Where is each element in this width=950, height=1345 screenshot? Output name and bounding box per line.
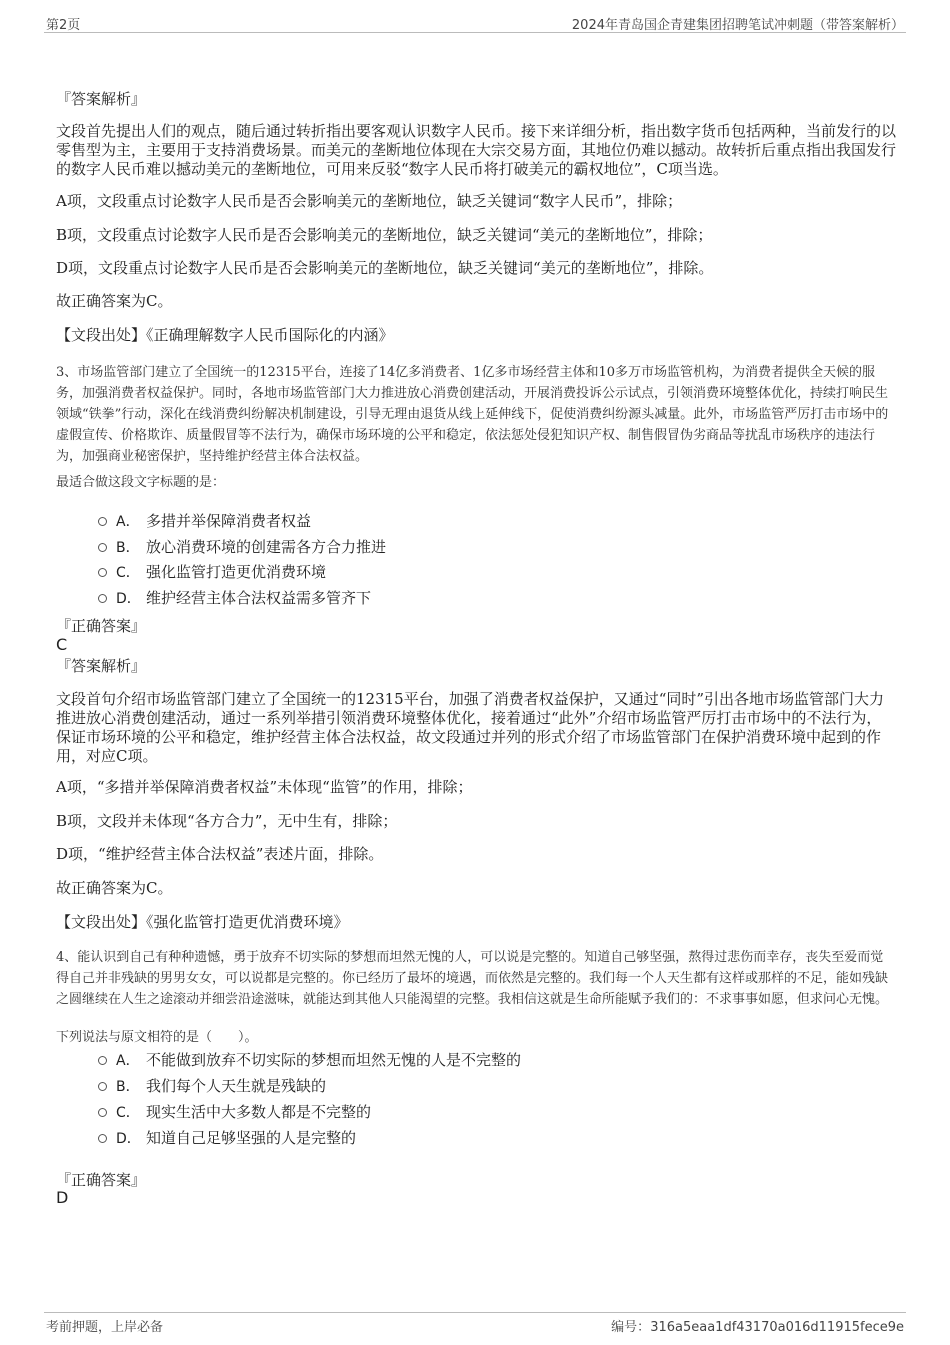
- option-text: 现实生活中大多数人都是不完整的: [146, 1103, 372, 1121]
- q3-analysis-heading: 『答案解析』: [56, 657, 147, 675]
- q4-answer: D: [56, 1188, 69, 1207]
- option-text: 放心消费环境的创建需各方合力推进: [146, 538, 387, 556]
- option-letter: C．: [116, 565, 140, 581]
- q4-answer-heading: 『正确答案』: [56, 1171, 147, 1189]
- q3-option-d[interactable]: [98, 587, 371, 608]
- footer-slogan: 考前押题，上岸必备: [46, 1320, 164, 1335]
- radio-icon[interactable]: [98, 1056, 107, 1065]
- radio-icon[interactable]: [98, 594, 107, 603]
- q3-source: 【文段出处】《强化监管打造更优消费环境》: [56, 913, 349, 931]
- radio-icon[interactable]: [98, 568, 107, 577]
- radio-icon[interactable]: [98, 543, 107, 552]
- page-number: 第2页: [46, 18, 81, 33]
- q2-note-d: D项，文段重点讨论数字人民币是否会影响美元的垄断地位，缺乏关键词“美元的垄断地位”，排除。: [56, 259, 714, 277]
- q4-option-c[interactable]: [98, 1101, 371, 1122]
- footer-code-label: 编号：: [611, 1320, 651, 1335]
- option-letter: D．: [116, 1131, 141, 1147]
- q2-source: 【文段出处】《正确理解数字人民币国际化的内涵》: [56, 326, 394, 344]
- radio-icon[interactable]: [98, 1082, 107, 1091]
- radio-icon[interactable]: [98, 1134, 107, 1143]
- option-letter: A．: [116, 1053, 140, 1069]
- option-text: 多措并举保障消费者权益: [146, 512, 312, 530]
- q3-prompt: 最适合做这段文字标题的是：: [56, 475, 226, 490]
- document-title: 2024年青岛国企青建集团招聘笔试冲刺题（带答案解析）: [571, 18, 904, 33]
- q3-stem: 3、市场监管部门建立了全国统一的12315平台，连接了14亿多消费者、1亿多市场经营主体和10多万市场监管机构，为消费者提供全天候的服务，加强消费者权益保护。同时，各地市场监管部门大力推进放心消费创建活动，开展消费投诉公示试点，引领消费环境整体优化，持续打响民生领域“铁拳”行动，深化在线消费纠纷解决机制建设，引导无理由退货从线上延伸线下，促使消费纠纷源头减量。此外，市场监管严厉打击市场中的虚假宣传、价格欺诈、质量假冒等不法行为，确保市场环境的公平和稳定，依法惩处侵犯知识产权、制售假冒伪劣商品等扰乱市场秩序的违法行为，加强商业秘密保护，坚持维护经营主体合法权益。: [56, 365, 889, 464]
- q4-option-b[interactable]: [98, 1075, 326, 1096]
- q2-analysis-text: 文段首先提出人们的观点，随后通过转折指出要客观认识数字人民币。接下来详细分析，指出数字货币包括两种，当前发行的以零售型为主，主要用于支持消费场景。而美元的垄断地位体现在大宗交易方面，其地位仍难以撼动。故转折后重点指出我国发行的数字人民币难以撼动美元的垄断地位，可用来反驳“数字人民币将打破美元的霸权地位”，C项当选。: [56, 122, 897, 178]
- q4-stem: 4、能认识到自己有种种遗憾，勇于放弃不切实际的梦想而坦然无愧的人，可以说是完整的。知道自己够坚强，熬得过悲伤而幸存，丧失至爱而觉得自己并非残缺的男男女女，可以说都是完整的。你已经历了最坏的境遇，而依然是完整的。我们每一个人天生都有这样或那样的不足，能如残缺之圆继续在人生之途滚动并细尝沿途滋味，就能达到其他人只能渴望的完整。我相信这就是生命所能赋予我们的：不求事事如愿，但求问心无愧。: [56, 950, 889, 1007]
- option-letter: C．: [116, 1105, 140, 1121]
- q4-prompt: 下列说法与原文相符的是（ ）。: [56, 1030, 258, 1045]
- option-text: 强化监管打造更优消费环境: [146, 563, 327, 581]
- q4-option-d[interactable]: [98, 1127, 356, 1148]
- option-letter: A．: [116, 514, 140, 530]
- q3-note-b: B项，文段并未体现“各方合力”，无中生有，排除；: [56, 812, 398, 830]
- q3-analysis-text: 文段首句介绍市场监管部门建立了全国统一的12315平台，加强了消费者权益保护，又通过“同时”引出各地市场监管部门大力推进放心消费创建活动，通过一系列举措引领消费环境整体优化，接着通过“此外”介绍市场监管严厉打击市场中的不法行为，保证市场环境的公平和稳定，维护经营主体合法权益，故文段通过并列的形式介绍了市场监管部门在保护消费环境中起到的作用，对应C项。: [56, 690, 885, 765]
- option-letter: B．: [116, 1079, 140, 1095]
- q3-conclusion: 故正确答案为C。: [56, 879, 173, 897]
- option-letter: B．: [116, 540, 140, 556]
- page-footer: [44, 1312, 906, 1337]
- q3-option-a[interactable]: [98, 510, 311, 531]
- footer-code: [611, 1316, 904, 1335]
- q3-note-d: D项，“维护经营主体合法权益”表述片面，排除。: [56, 845, 384, 863]
- q3-option-b[interactable]: [98, 536, 386, 557]
- option-text: 不能做到放弃不切实际的梦想而坦然无愧的人是不完整的: [146, 1051, 522, 1069]
- footer-code-value: 316a5eaa1df43170a016d11915fece9e: [650, 1320, 904, 1335]
- q2-conclusion: 故正确答案为C。: [56, 292, 173, 310]
- q2-note-a: A项，文段重点讨论数字人民币是否会影响美元的垄断地位，缺乏关键词“数字人民币”，排除；: [56, 192, 683, 210]
- option-letter: D．: [116, 591, 141, 607]
- option-text: 维护经营主体合法权益需多管齐下: [146, 589, 372, 607]
- radio-icon[interactable]: [98, 1108, 107, 1117]
- q2-analysis-heading: 『答案解析』: [56, 90, 147, 108]
- q3-note-a: A项，“多措并举保障消费者权益”未体现“监管”的作用，排除；: [56, 778, 473, 796]
- page-header: [44, 10, 906, 33]
- q2-note-b: B项，文段重点讨论数字人民币是否会影响美元的垄断地位，缺乏关键词“美元的垄断地位”，排除；: [56, 226, 713, 244]
- option-text: 我们每个人天生就是残缺的: [146, 1077, 327, 1095]
- q3-answer: C: [56, 635, 68, 654]
- radio-icon[interactable]: [98, 517, 107, 526]
- q3-option-c[interactable]: [98, 561, 326, 582]
- q3-answer-heading: 『正确答案』: [56, 617, 147, 635]
- q4-option-a[interactable]: [98, 1049, 521, 1070]
- option-text: 知道自己足够坚强的人是完整的: [146, 1129, 357, 1147]
